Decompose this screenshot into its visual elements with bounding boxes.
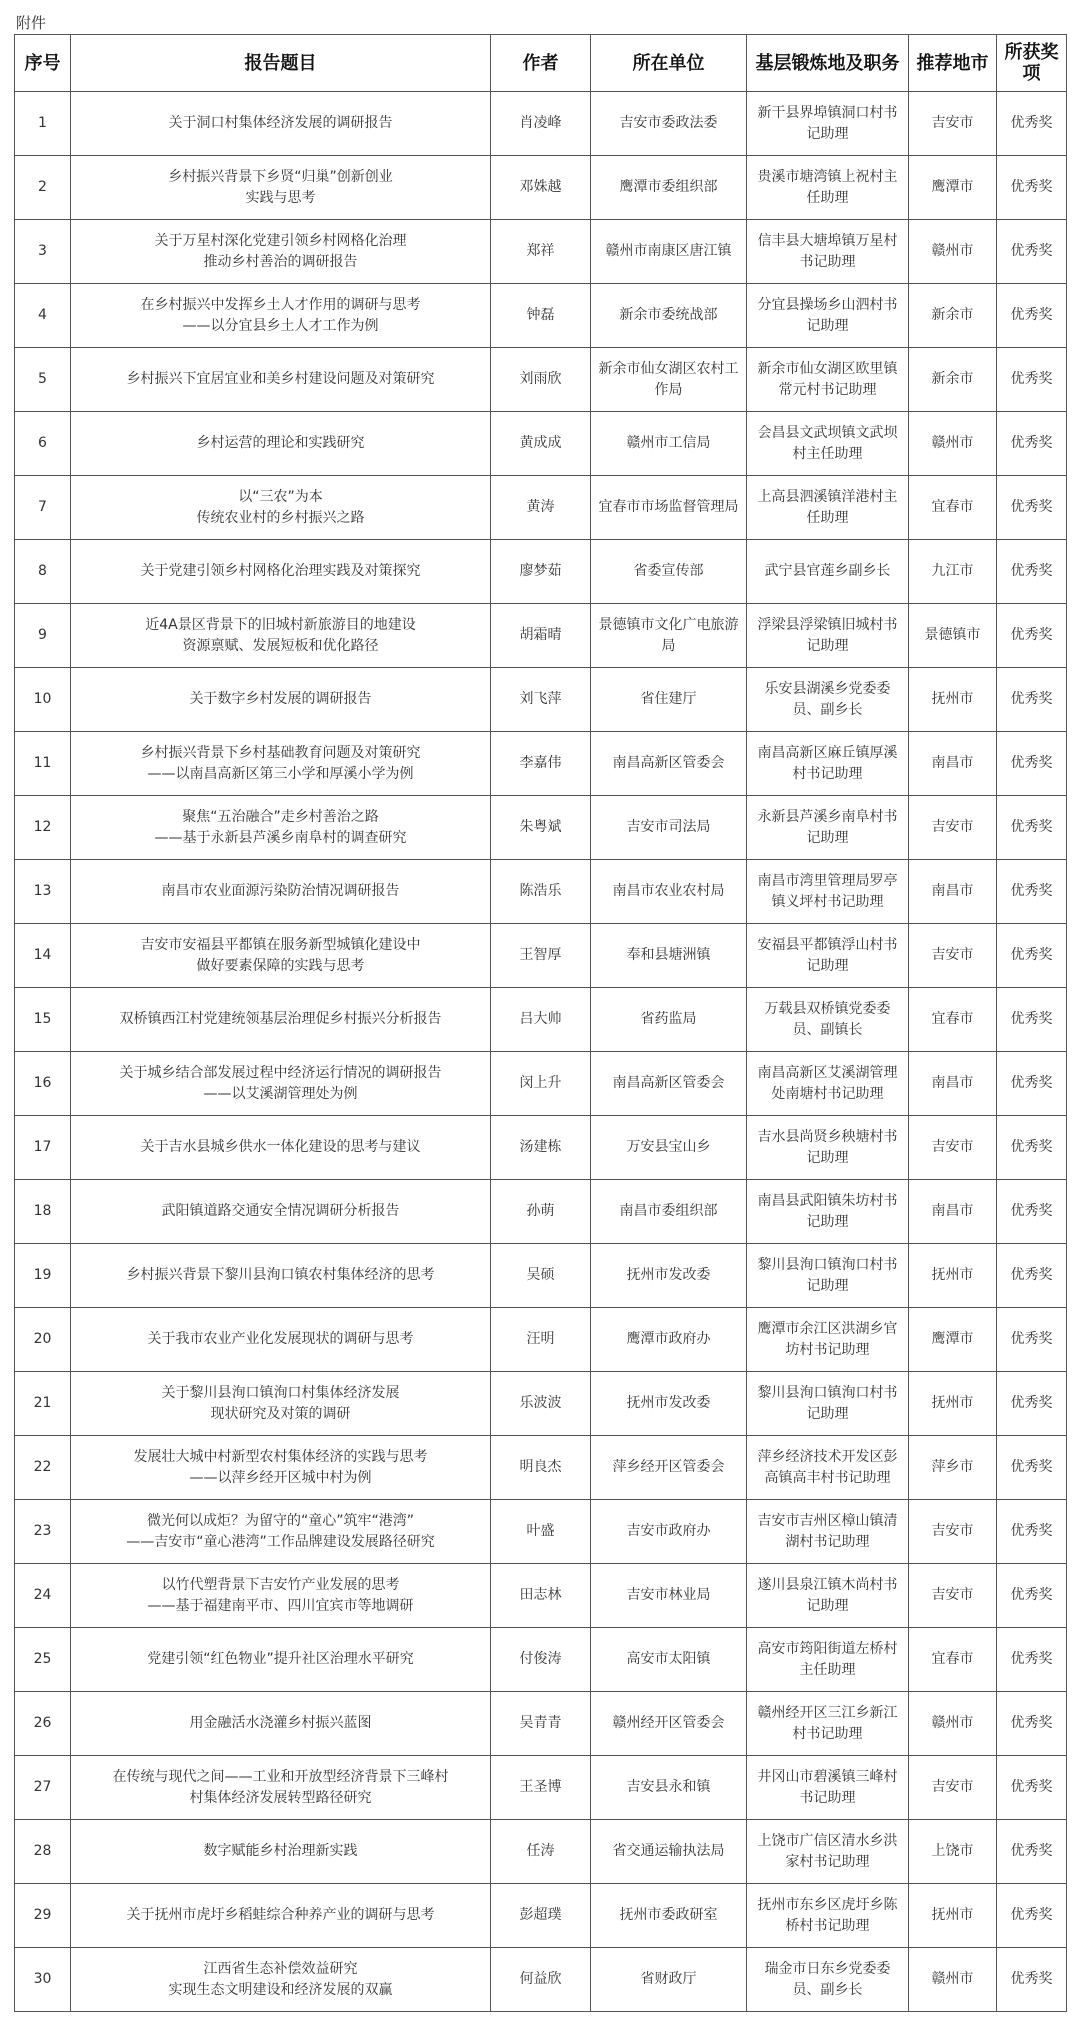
award: 优秀奖 xyxy=(997,1884,1067,1948)
work-unit: 省住建厅 xyxy=(591,668,747,732)
report-title-line: ——以萍乡经开区城中村为例 xyxy=(189,1469,372,1486)
report-title-line: 微光何以成炬？为留守的“童心”筑牢“港湾” xyxy=(146,1512,414,1529)
report-title xyxy=(71,732,491,796)
author: 田志林 xyxy=(491,1564,591,1628)
author: 胡霜晴 xyxy=(491,604,591,668)
report-title xyxy=(71,1692,491,1756)
award: 优秀奖 xyxy=(997,476,1067,540)
table-row xyxy=(15,476,1067,540)
table-row xyxy=(15,1372,1067,1436)
row-number: 15 xyxy=(15,988,71,1052)
award: 优秀奖 xyxy=(997,860,1067,924)
table-row xyxy=(15,1820,1067,1884)
report-title-line: 关于数字乡村发展的调研报告 xyxy=(189,691,372,707)
table-row xyxy=(15,1692,1067,1756)
author: 叶盛 xyxy=(491,1500,591,1564)
author: 郑祥 xyxy=(491,220,591,284)
table-row xyxy=(15,92,1067,156)
award: 优秀奖 xyxy=(997,1756,1067,1820)
author: 肖凌峰 xyxy=(491,92,591,156)
author: 明良杰 xyxy=(491,1436,591,1500)
report-title xyxy=(71,1116,491,1180)
report-title-line: 在乡村振兴中发挥乡土人才作用的调研与思考 xyxy=(140,296,421,313)
report-title-line: 以“三农”为本 xyxy=(238,488,323,505)
row-number: 11 xyxy=(15,732,71,796)
award: 优秀奖 xyxy=(997,1244,1067,1308)
row-number: 30 xyxy=(15,1948,71,2012)
award: 优秀奖 xyxy=(997,1628,1067,1692)
author: 陈浩乐 xyxy=(491,860,591,924)
report-title xyxy=(71,1244,491,1308)
recommending-city: 南昌市 xyxy=(909,732,997,796)
row-number: 17 xyxy=(15,1116,71,1180)
work-unit: 吉安市司法局 xyxy=(591,796,747,860)
table-row xyxy=(15,796,1067,860)
report-title-line: 推动乡村善治的调研报告 xyxy=(203,253,358,270)
recommending-city: 吉安市 xyxy=(909,796,997,860)
author: 吕大帅 xyxy=(491,988,591,1052)
award-table xyxy=(14,34,1067,2012)
header-city: 推荐地市 xyxy=(909,35,997,92)
author: 何益欣 xyxy=(491,1948,591,2012)
report-title xyxy=(71,1948,491,2012)
report-title-line: 数字赋能乡村治理新实践 xyxy=(203,1843,358,1859)
author: 任涛 xyxy=(491,1820,591,1884)
table-row xyxy=(15,1948,1067,2012)
header-author: 作者 xyxy=(491,35,591,92)
recommending-city: 吉安市 xyxy=(909,1756,997,1820)
report-title-line: 乡村运营的理论和实践研究 xyxy=(196,435,365,451)
report-title xyxy=(71,1884,491,1948)
author: 彭超璞 xyxy=(491,1884,591,1948)
table-row xyxy=(15,1564,1067,1628)
grassroots-post: 吉水县尚贤乡秧塘村书记助理 xyxy=(747,1116,909,1180)
table-row xyxy=(15,156,1067,220)
author: 刘雨欣 xyxy=(491,348,591,412)
row-number: 28 xyxy=(15,1820,71,1884)
report-title-line: 乡村振兴背景下黎川县洵口镇农村集体经济的思考 xyxy=(126,1267,435,1283)
work-unit: 抚州市委政研室 xyxy=(591,1884,747,1948)
work-unit: 吉安市委政法委 xyxy=(591,92,747,156)
work-unit: 高安市太阳镇 xyxy=(591,1628,747,1692)
work-unit: 南昌高新区管委会 xyxy=(591,732,747,796)
report-title xyxy=(71,796,491,860)
report-title-line: 资源禀赋、发展短板和优化路径 xyxy=(182,637,379,654)
work-unit: 吉安市政府办 xyxy=(591,1500,747,1564)
award: 优秀奖 xyxy=(997,348,1067,412)
table-row xyxy=(15,1436,1067,1500)
table-row xyxy=(15,348,1067,412)
grassroots-post: 贵溪市塘湾镇上祝村主任助理 xyxy=(747,156,909,220)
table-row xyxy=(15,1884,1067,1948)
header-award: 所获奖项 xyxy=(997,35,1067,92)
row-number: 19 xyxy=(15,1244,71,1308)
table-row xyxy=(15,1756,1067,1820)
grassroots-post: 南昌高新区艾溪湖管理处南塘村书记助理 xyxy=(747,1052,909,1116)
report-title-line: 在传统与现代之间——工业和开放型经济背景下三峰村 xyxy=(112,1768,449,1785)
author: 孙萌 xyxy=(491,1180,591,1244)
award: 优秀奖 xyxy=(997,220,1067,284)
report-title-line: ——基于福建南平市、四川宜宾市等地调研 xyxy=(147,1597,414,1614)
report-title-line: 现状研究及对策的调研 xyxy=(210,1405,351,1422)
report-title-line: 武阳镇道路交通安全情况调研分析报告 xyxy=(161,1203,400,1219)
row-number: 10 xyxy=(15,668,71,732)
report-title xyxy=(71,1756,491,1820)
recommending-city: 吉安市 xyxy=(909,1116,997,1180)
row-number: 4 xyxy=(15,284,71,348)
author: 汤建栋 xyxy=(491,1116,591,1180)
award: 优秀奖 xyxy=(997,1180,1067,1244)
award: 优秀奖 xyxy=(997,1500,1067,1564)
recommending-city: 吉安市 xyxy=(909,1564,997,1628)
row-number: 18 xyxy=(15,1180,71,1244)
recommending-city: 抚州市 xyxy=(909,668,997,732)
report-title-line: ——吉安市“童心港湾”工作品牌建设发展路径研究 xyxy=(126,1533,435,1550)
author: 闵上升 xyxy=(491,1052,591,1116)
row-number: 22 xyxy=(15,1436,71,1500)
work-unit: 省财政厅 xyxy=(591,1948,747,2012)
report-title-line: ——以艾溪湖管理处为例 xyxy=(203,1085,358,1102)
appendix-label: 附件 xyxy=(16,14,47,32)
recommending-city: 南昌市 xyxy=(909,1180,997,1244)
author: 李嘉伟 xyxy=(491,732,591,796)
report-title-line: 实现生态文明建设和经济发展的双赢 xyxy=(168,1981,393,1998)
grassroots-post: 万载县双桥镇党委委员、副镇长 xyxy=(747,988,909,1052)
work-unit: 鹰潭市政府办 xyxy=(591,1308,747,1372)
grassroots-post: 高安市筠阳街道左桥村主任助理 xyxy=(747,1628,909,1692)
row-number: 9 xyxy=(15,604,71,668)
header-post: 基层锻炼地及职务 xyxy=(747,35,909,92)
grassroots-post: 黎川县洵口镇洵口村书记助理 xyxy=(747,1244,909,1308)
recommending-city: 新余市 xyxy=(909,284,997,348)
award: 优秀奖 xyxy=(997,412,1067,476)
author: 吴青青 xyxy=(491,1692,591,1756)
row-number: 26 xyxy=(15,1692,71,1756)
grassroots-post: 黎川县洵口镇洵口村书记助理 xyxy=(747,1372,909,1436)
report-title-line: 乡村振兴背景下乡村基础教育问题及对策研究 xyxy=(140,744,421,761)
recommending-city: 抚州市 xyxy=(909,1372,997,1436)
work-unit: 吉安县永和镇 xyxy=(591,1756,747,1820)
recommending-city: 宜春市 xyxy=(909,476,997,540)
header-title: 报告题目 xyxy=(71,35,491,92)
grassroots-post: 南昌高新区麻丘镇厚溪村书记助理 xyxy=(747,732,909,796)
table-row xyxy=(15,412,1067,476)
grassroots-post: 瑞金市日东乡党委委员、副乡长 xyxy=(747,1948,909,2012)
table-row xyxy=(15,1180,1067,1244)
recommending-city: 鹰潭市 xyxy=(909,156,997,220)
award: 优秀奖 xyxy=(997,1372,1067,1436)
author: 刘飞萍 xyxy=(491,668,591,732)
award: 优秀奖 xyxy=(997,1052,1067,1116)
author: 邓姝越 xyxy=(491,156,591,220)
work-unit: 鹰潭市委组织部 xyxy=(591,156,747,220)
report-title-line: 关于洞口村集体经济发展的调研报告 xyxy=(168,115,393,131)
table-row xyxy=(15,988,1067,1052)
report-title-line: 吉安市安福县平都镇在服务新型城镇化建设中 xyxy=(140,936,421,953)
table-row xyxy=(15,1116,1067,1180)
grassroots-post: 新干县界埠镇洞口村书记助理 xyxy=(747,92,909,156)
work-unit: 奉和县塘洲镇 xyxy=(591,924,747,988)
report-title-line: 关于抚州市虎圩乡稻蛙综合种养产业的调研与思考 xyxy=(126,1907,435,1923)
table-row xyxy=(15,1052,1067,1116)
report-title-line: 南昌市农业面源污染防治情况调研报告 xyxy=(161,883,400,899)
row-number: 3 xyxy=(15,220,71,284)
report-title xyxy=(71,860,491,924)
work-unit: 省药监局 xyxy=(591,988,747,1052)
report-title xyxy=(71,1180,491,1244)
report-title xyxy=(71,604,491,668)
recommending-city: 萍乡市 xyxy=(909,1436,997,1500)
row-number: 29 xyxy=(15,1884,71,1948)
award: 优秀奖 xyxy=(997,924,1067,988)
recommending-city: 赣州市 xyxy=(909,1948,997,2012)
report-title xyxy=(71,988,491,1052)
report-title xyxy=(71,1308,491,1372)
grassroots-post: 永新县芦溪乡南阜村书记助理 xyxy=(747,796,909,860)
work-unit: 吉安市林业局 xyxy=(591,1564,747,1628)
recommending-city: 鹰潭市 xyxy=(909,1308,997,1372)
author: 朱粤斌 xyxy=(491,796,591,860)
recommending-city: 九江市 xyxy=(909,540,997,604)
work-unit: 宜春市市场监督管理局 xyxy=(591,476,747,540)
grassroots-post: 井冈山市碧溪镇三峰村书记助理 xyxy=(747,1756,909,1820)
report-title-line: 关于城乡结合部发展过程中经济运行情况的调研报告 xyxy=(119,1064,442,1081)
recommending-city: 吉安市 xyxy=(909,924,997,988)
table-row xyxy=(15,1500,1067,1564)
row-number: 14 xyxy=(15,924,71,988)
grassroots-post: 乐安县湖溪乡党委委员、副乡长 xyxy=(747,668,909,732)
recommending-city: 景德镇市 xyxy=(909,604,997,668)
row-number: 24 xyxy=(15,1564,71,1628)
recommending-city: 吉安市 xyxy=(909,1500,997,1564)
report-title-line: 关于黎川县洵口镇洵口村集体经济发展 xyxy=(161,1384,400,1401)
author: 黄成成 xyxy=(491,412,591,476)
report-title xyxy=(71,668,491,732)
row-number: 8 xyxy=(15,540,71,604)
author: 汪明 xyxy=(491,1308,591,1372)
grassroots-post: 浮梁县浮梁镇旧城村书记助理 xyxy=(747,604,909,668)
report-title-line: 实践与思考 xyxy=(245,189,316,206)
report-title-line: 传统农业村的乡村振兴之路 xyxy=(196,509,365,526)
work-unit: 万安县宝山乡 xyxy=(591,1116,747,1180)
recommending-city: 宜春市 xyxy=(909,1628,997,1692)
grassroots-post: 分宜县操场乡山泗村书记助理 xyxy=(747,284,909,348)
award: 优秀奖 xyxy=(997,92,1067,156)
work-unit: 赣州经开区管委会 xyxy=(591,1692,747,1756)
report-title-line: 关于党建引领乡村网格化治理实践及对策探究 xyxy=(140,563,421,579)
author: 钟磊 xyxy=(491,284,591,348)
recommending-city: 新余市 xyxy=(909,348,997,412)
report-title xyxy=(71,412,491,476)
recommending-city: 吉安市 xyxy=(909,92,997,156)
grassroots-post: 新余市仙女湖区欧里镇常元村书记助理 xyxy=(747,348,909,412)
award: 优秀奖 xyxy=(997,284,1067,348)
grassroots-post: 上饶市广信区清水乡洪家村书记助理 xyxy=(747,1820,909,1884)
report-title-line: 村集体经济发展转型路径研究 xyxy=(189,1789,372,1806)
recommending-city: 抚州市 xyxy=(909,1884,997,1948)
row-number: 6 xyxy=(15,412,71,476)
report-title xyxy=(71,348,491,412)
row-number: 23 xyxy=(15,1500,71,1564)
table-row xyxy=(15,220,1067,284)
award: 优秀奖 xyxy=(997,1692,1067,1756)
row-number: 1 xyxy=(15,92,71,156)
report-title-line: 聚焦“五治融合”走乡村善治之路 xyxy=(182,808,379,825)
recommending-city: 南昌市 xyxy=(909,860,997,924)
report-title-line: 关于我市农业产业化发展现状的调研与思考 xyxy=(147,1331,414,1347)
work-unit: 省交通运输执法局 xyxy=(591,1820,747,1884)
author: 黄涛 xyxy=(491,476,591,540)
table-body xyxy=(15,92,1067,2012)
report-title-line: 乡村振兴背景下乡贤“归巢”创新创业 xyxy=(168,168,393,185)
grassroots-post: 会昌县文武坝镇文武坝村主任助理 xyxy=(747,412,909,476)
report-title xyxy=(71,1564,491,1628)
row-number: 27 xyxy=(15,1756,71,1820)
row-number: 5 xyxy=(15,348,71,412)
report-title-line: 关于吉水县城乡供水一体化建设的思考与建议 xyxy=(140,1139,421,1155)
report-title xyxy=(71,476,491,540)
award: 优秀奖 xyxy=(997,1948,1067,2012)
grassroots-post: 抚州市东乡区虎圩乡陈桥村书记助理 xyxy=(747,1884,909,1948)
table-header-row xyxy=(15,35,1067,92)
work-unit: 景德镇市文化广电旅游局 xyxy=(591,604,747,668)
work-unit: 新余市委统战部 xyxy=(591,284,747,348)
row-number: 13 xyxy=(15,860,71,924)
report-title xyxy=(71,92,491,156)
work-unit: 省委宣传部 xyxy=(591,540,747,604)
work-unit: 抚州市发改委 xyxy=(591,1372,747,1436)
award: 优秀奖 xyxy=(997,1564,1067,1628)
report-title-line: 乡村振兴下宜居宜业和美乡村建设问题及对策研究 xyxy=(126,371,435,387)
report-title-line: 关于万星村深化党建引领乡村网格化治理 xyxy=(154,232,407,249)
table-row xyxy=(15,860,1067,924)
header-no: 序号 xyxy=(15,35,71,92)
report-title-line: 近4A景区背景下的旧城村新旅游目的地建设 xyxy=(145,616,416,633)
grassroots-post: 上高县泗溪镇洋港村主任助理 xyxy=(747,476,909,540)
row-number: 20 xyxy=(15,1308,71,1372)
recommending-city: 上饶市 xyxy=(909,1820,997,1884)
report-title-line: ——以南昌高新区第三小学和厚溪小学为例 xyxy=(147,765,414,782)
recommending-city: 赣州市 xyxy=(909,412,997,476)
row-number: 2 xyxy=(15,156,71,220)
report-title xyxy=(71,220,491,284)
table-row xyxy=(15,732,1067,796)
row-number: 21 xyxy=(15,1372,71,1436)
row-number: 12 xyxy=(15,796,71,860)
report-title-line: 做好要素保障的实践与思考 xyxy=(196,957,365,974)
grassroots-post: 萍乡经济技术开发区彭高镇高丰村书记助理 xyxy=(747,1436,909,1500)
report-title xyxy=(71,1820,491,1884)
report-title-line: 发展壮大城中村新型农村集体经济的实践与思考 xyxy=(133,1448,428,1465)
award: 优秀奖 xyxy=(997,668,1067,732)
award: 优秀奖 xyxy=(997,796,1067,860)
recommending-city: 南昌市 xyxy=(909,1052,997,1116)
grassroots-post: 赣州经开区三江乡新江村书记助理 xyxy=(747,1692,909,1756)
author: 付俊涛 xyxy=(491,1628,591,1692)
table-row xyxy=(15,1244,1067,1308)
grassroots-post: 南昌县武阳镇朱坊村书记助理 xyxy=(747,1180,909,1244)
author: 王智厚 xyxy=(491,924,591,988)
report-title xyxy=(71,284,491,348)
report-title-line: ——以分宜县乡土人才工作为例 xyxy=(182,317,379,334)
author: 廖梦茹 xyxy=(491,540,591,604)
grassroots-post: 安福县平都镇浮山村书记助理 xyxy=(747,924,909,988)
recommending-city: 赣州市 xyxy=(909,1692,997,1756)
report-title-line: 党建引领“红色物业”提升社区治理水平研究 xyxy=(147,1651,414,1667)
table-row xyxy=(15,1308,1067,1372)
report-title-line: 江西省生态补偿效益研究 xyxy=(203,1960,358,1977)
report-title xyxy=(71,1436,491,1500)
award: 优秀奖 xyxy=(997,732,1067,796)
table-row xyxy=(15,284,1067,348)
report-title-line: ——基于永新县芦溪乡南阜村的调查研究 xyxy=(154,829,407,846)
award: 优秀奖 xyxy=(997,1116,1067,1180)
grassroots-post: 遂川县泉江镇木尚村书记助理 xyxy=(747,1564,909,1628)
work-unit: 抚州市发改委 xyxy=(591,1244,747,1308)
author: 乐波波 xyxy=(491,1372,591,1436)
table-row xyxy=(15,668,1067,732)
recommending-city: 抚州市 xyxy=(909,1244,997,1308)
report-title-line: 双桥镇西江村党建统领基层治理促乡村振兴分析报告 xyxy=(119,1011,442,1027)
report-title-line: 以竹代塑背景下吉安竹产业发展的思考 xyxy=(161,1576,400,1593)
award: 优秀奖 xyxy=(997,1308,1067,1372)
report-title xyxy=(71,156,491,220)
award: 优秀奖 xyxy=(997,988,1067,1052)
report-title xyxy=(71,540,491,604)
work-unit: 南昌市委组织部 xyxy=(591,1180,747,1244)
grassroots-post: 武宁县官莲乡副乡长 xyxy=(747,540,909,604)
work-unit: 赣州市南康区唐江镇 xyxy=(591,220,747,284)
report-title-line: 用金融活水浇灌乡村振兴蓝图 xyxy=(189,1715,372,1731)
table-row xyxy=(15,604,1067,668)
work-unit: 新余市仙女湖区农村工作局 xyxy=(591,348,747,412)
grassroots-post: 吉安市吉州区樟山镇清湖村书记助理 xyxy=(747,1500,909,1564)
table-row xyxy=(15,924,1067,988)
recommending-city: 赣州市 xyxy=(909,220,997,284)
award: 优秀奖 xyxy=(997,540,1067,604)
award: 优秀奖 xyxy=(997,604,1067,668)
award: 优秀奖 xyxy=(997,1436,1067,1500)
award: 优秀奖 xyxy=(997,156,1067,220)
grassroots-post: 鹰潭市余江区洪湖乡官坊村书记助理 xyxy=(747,1308,909,1372)
row-number: 25 xyxy=(15,1628,71,1692)
work-unit: 南昌高新区管委会 xyxy=(591,1052,747,1116)
work-unit: 萍乡经开区管委会 xyxy=(591,1436,747,1500)
author: 吴硕 xyxy=(491,1244,591,1308)
row-number: 7 xyxy=(15,476,71,540)
table-row xyxy=(15,540,1067,604)
work-unit: 南昌市农业农村局 xyxy=(591,860,747,924)
row-number: 16 xyxy=(15,1052,71,1116)
header-unit: 所在单位 xyxy=(591,35,747,92)
report-title xyxy=(71,1500,491,1564)
work-unit: 赣州市工信局 xyxy=(591,412,747,476)
author: 王圣博 xyxy=(491,1756,591,1820)
report-title xyxy=(71,1052,491,1116)
report-title xyxy=(71,1372,491,1436)
grassroots-post: 南昌市湾里管理局罗亭镇义坪村书记助理 xyxy=(747,860,909,924)
report-title xyxy=(71,924,491,988)
grassroots-post: 信丰县大塘埠镇万星村书记助理 xyxy=(747,220,909,284)
recommending-city: 宜春市 xyxy=(909,988,997,1052)
award: 优秀奖 xyxy=(997,1820,1067,1884)
report-title xyxy=(71,1628,491,1692)
table-row xyxy=(15,1628,1067,1692)
